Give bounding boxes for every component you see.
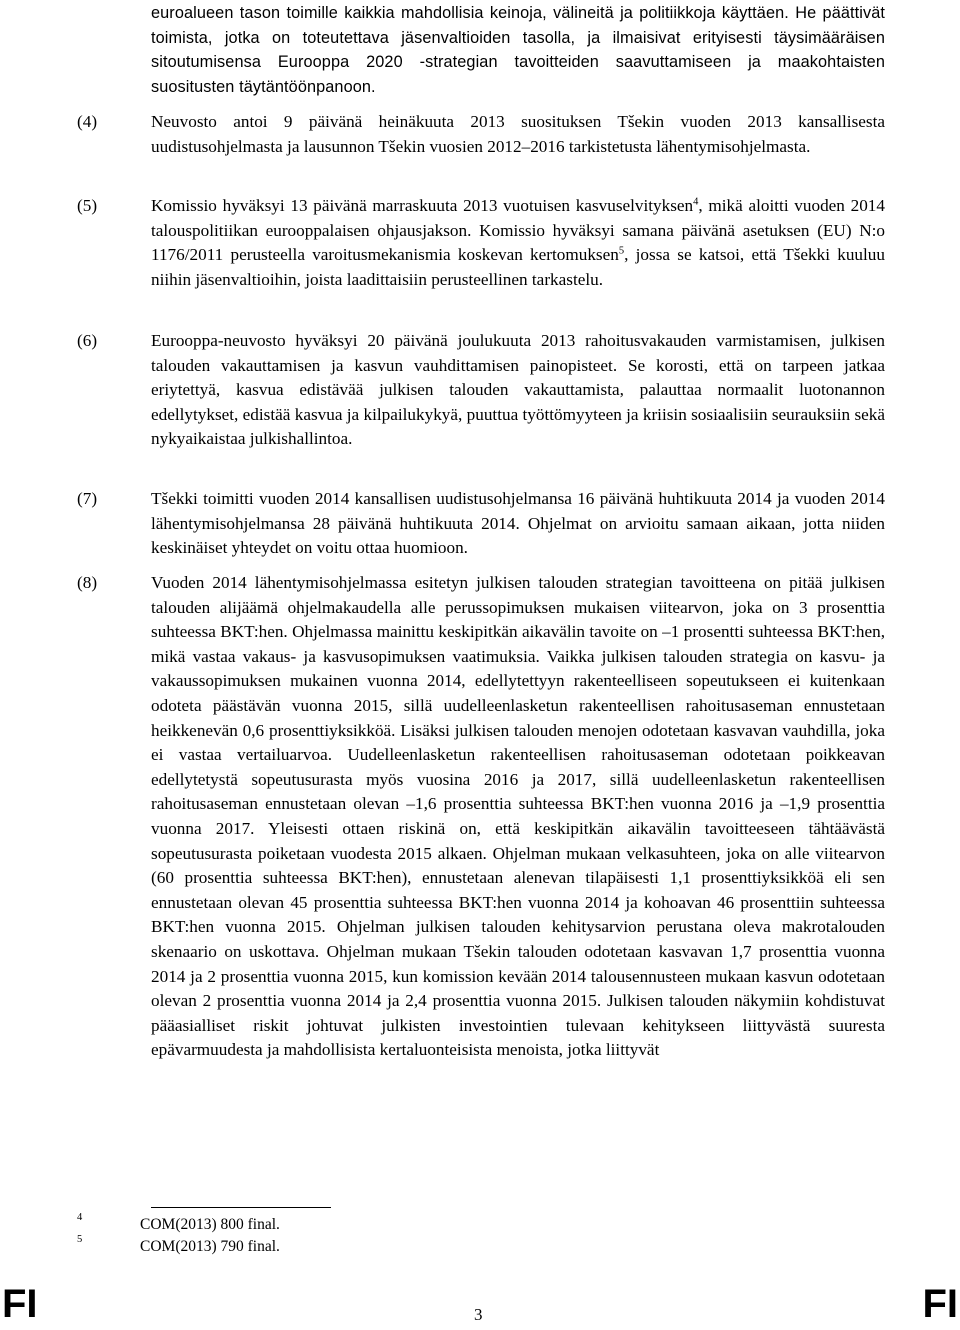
- intro-text-b: He päättivät toimista, jotka on toteutettava jäsenvaltioiden tasolla, ja ilmaisivat erityisesti täysimääräisen sitoutumisensa Eurooppa 2020 -strategian tavoitteiden saavuttamiseen ja maakohtaisten suositusten täytäntöönpanoon.: [151, 4, 885, 96]
- paragraph-8-number: (8): [77, 573, 98, 592]
- intro-paragraph: [151, 1, 885, 99]
- paragraph-5-number: (5): [77, 196, 98, 215]
- footer-language-right: FI: [922, 1282, 958, 1326]
- footnote-ref-5[interactable]: 5: [618, 245, 625, 257]
- intro-text-a: euroalueen tason toimille kaikkia mahdollisia keinoja, välineitä ja politiikkoja käyttäen.: [151, 4, 789, 22]
- paragraph-6-text: [151, 329, 885, 452]
- footnote-5-text: COM(2013) 790 final.: [140, 1238, 280, 1255]
- footnote-ref-4[interactable]: 4: [693, 196, 699, 208]
- paragraph-5-body-c: Komissio hyväksyi samana päivänä asetuksen (EU) N:o 1176/2011 perusteella varoitusmekanismia koskevan kertomuksen: [151, 220, 886, 265]
- footnote-4-text: COM(2013) 800 final.: [140, 1216, 280, 1233]
- paragraph-4-number: (4): [77, 112, 98, 131]
- paragraph-7-text: [151, 487, 885, 561]
- paragraph-5-body-b: , mikä aloitti vuoden 2014 talouspolitiikan eurooppalaisen ohjausjakson.: [151, 196, 885, 240]
- paragraph-8-body: Vuoden 2014 lähentymisohjelmassa esitetyn julkisen talouden strategian tavoitteena on pitää julkisen talouden alijäämä ohjelmakaudella alle perussopimuksen mukaisen viitearvon, joka on 3 prosenttia suhteessa BKT:hen. Ohjelmassa mainittu keskipitkän aikavälin tavoite on –1 prosentti suhteessa BKT:hen, mikä vastaa vakaus- ja kasvusopimuksen vaatimuksia. Vaikka julkisen talouden strategia on kasvu- ja vakaussopimuksen mukainen vuonna 2014, edellytettyyn rakenteelliseen sopeutukseen ei kuitenkaan odoteta päästävän vuonna 2015, sillä uudelleenlasketun rakenteellisen rahoitusaseman ennustetaan heikkenevän 0,6 prosenttiyksikköä. Lisäksi julkisen talouden menojen odotetaan kasvavan vauhdilla, joka ei vastaa vertailuarvoa. Uudelleenlasketun rakenteellisen rahoitusaseman odotetaan poikkeavan edellytetystä sopeutusurasta myös vuosina 2016 ja 2017, sillä uudelleenlasketun rakenteellisen rahoitusaseman ennustetaan olevan –1,6 prosenttia suhteessa BKT:hen vuonna 2016 ja –1,9 prosenttia vuonna 2017. Yleisesti ottaen riskinä on, että keskipitkän aikavälin tavoitteeseen tähtäävästä sopeutusurasta poiketaan vuodesta 2015 alkaen. Ohjelman mukaan velkasuhteen, joka on alle viitearvon (60 prosenttia suhteessa BKT:hen), ennustetaan alenevan tilapäisesti 1,1 prosenttiyksikköä eli sen ennustetaan olevan 45 prosenttia suhteessa BKT:hen vuonna 2014 ja kohoavan 46 prosenttiin suhteessa BKT:hen vuonna 2015. Ohjelman julkisen talouden kehitysarvion perustana oleva makrotalouden skenaario on uskottava. Ohjelman mukaan Tšekin talouden odotetaan kasvavan 1,7 prosenttia vuonna 2014 ja 2 prosenttia vuonna 2015, kun komission kevään 2014 talousennusteen mukaan kasvun odotetaan olevan 2 prosenttia vuonna 2014 ja 2,4 prosenttia vuonna 2015. Julkisen talouden näkymiin kohdistuvat pääasialliset riskit johtuvat julkisten investointien tulevaan kehitykseen liittyvästä suuresta epävarmuudesta ja mahdollisista kertaluonteisista menoista, jotka liittyvät: [151, 573, 885, 1060]
- paragraph-5-text: [151, 194, 885, 292]
- footnote-separator: [151, 1207, 331, 1208]
- footnote-5-mark: 5: [77, 1234, 83, 1245]
- paragraph-6-number: (6): [77, 331, 98, 350]
- paragraph-7-body: Tšekki toimitti vuoden 2014 kansallisen uudistusohjelmansa 16 päivänä huhtikuuta 2014 ja vuoden 2014 lähentymisohjelmansa 28 päivänä huhtikuuta 2014. Ohjelmat on arvioitu samaan aikaan, jotta niiden keskinäiset yhteydet on voitu ottaa huomioon.: [151, 489, 885, 558]
- paragraph-5-body-d: , jossa se katsoi, että Tšekki kuuluu niihin jäsenvaltioihin, joista laadittaisiin perusteellinen tarkastelu.: [151, 245, 885, 289]
- paragraph-7-number: (7): [77, 489, 98, 508]
- footnote-4-mark: 4: [77, 1212, 83, 1223]
- paragraph-4-text: [151, 110, 885, 159]
- footer-language-left: FI: [2, 1282, 38, 1326]
- paragraph-5-body-a: Komissio hyväksyi 13 päivänä marraskuuta 2013 vuotuisen kasvuselvityksen: [151, 196, 694, 215]
- paragraph-8-text: [151, 571, 885, 1063]
- page-number: 3: [474, 1305, 483, 1324]
- paragraph-4-body: Neuvosto antoi 9 päivänä heinäkuuta 2013 suosituksen Tšekin vuoden 2013 kansallisesta uudistusohjelmasta ja lausunnon Tšekin vuosien 2012–2016 tarkistetusta lähentymisohjelmasta.: [151, 112, 885, 156]
- paragraph-6-body: Eurooppa-neuvosto hyväksyi 20 päivänä joulukuuta 2013 rahoitusvakauden varmistamisen, julkisen talouden vakauttamisen ja kasvun vauhdittamisen painopisteet. Se korosti, että on tarpeen jatkaa eriytettyä, kasvua edistävää julkisen talouden vakauttamista, palauttaa normaalit luotonannon edellytykset, edistää kasvua ja kilpailukykyä, puuttua työttömyyteen ja kriisin sosiaalisiin seurauksiin sekä nykyaikaistaa julkishallintoa.: [151, 331, 885, 449]
